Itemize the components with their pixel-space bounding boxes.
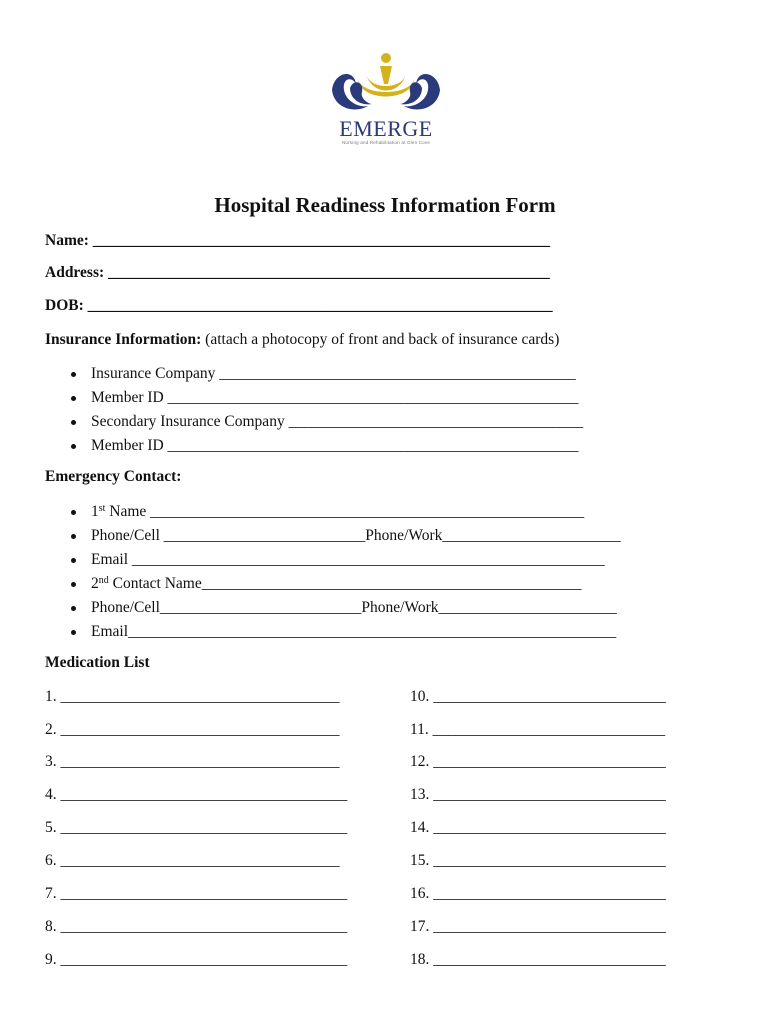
medication-line-10[interactable]: 10. ______________________________ [410,688,666,705]
emergency-heading: Emergency Contact: [45,468,182,485]
second-contact-name-field[interactable]: Contact Name_________________________________________________ [108,575,582,592]
medication-line-5[interactable]: 5. _____________________________________ [45,819,348,836]
name-field[interactable]: Name: ___________________________________________________________ [45,232,551,249]
medication-line-14[interactable]: 14. ______________________________ [410,819,666,836]
list-item[interactable] [45,572,621,596]
medication-line-11[interactable]: 11. ______________________________ [410,721,666,738]
medication-line-15[interactable]: 15. ______________________________ [410,852,666,869]
list-item[interactable] [45,434,583,458]
medication-line-7[interactable]: 7. _____________________________________ [45,885,348,902]
bullet-icon [71,558,76,563]
medication-line-12[interactable]: 12. ______________________________ [410,753,666,770]
bullet-icon [71,420,76,425]
list-item[interactable] [45,386,583,410]
list-item[interactable] [45,620,621,644]
address-field[interactable]: Address: _________________________________________________________ [45,264,550,281]
second-contact-number: 2 [91,575,99,592]
logo-tagline: Nursing and Rehabilitation at Glen Cove [341,140,431,145]
medication-line-3[interactable]: 3. ____________________________________ [45,753,340,770]
medication-line-1[interactable]: 1. ____________________________________ [45,688,340,705]
bullet-icon [71,534,76,539]
logo-wordmark: EMERGE [339,116,433,141]
insurance-company-field[interactable]: Insurance Company ______________________________________________ [91,365,576,382]
emergency-list [45,500,621,644]
dob-field[interactable]: DOB: ____________________________________________________________ [45,297,553,314]
list-item[interactable] [45,596,621,620]
medication-line-17[interactable]: 17. ______________________________ [410,918,666,935]
second-contact-phone-field[interactable]: Phone/Cell__________________________Phone/Work_______________________ [91,599,617,616]
insurance-note: (attach a photocopy of front and back of insurance cards) [201,331,560,348]
list-item[interactable] [45,410,583,434]
medication-line-9[interactable]: 9. _____________________________________ [45,951,348,968]
bullet-icon [71,606,76,611]
medication-line-13[interactable]: 13. ______________________________ [410,786,666,803]
medication-line-6[interactable]: 6. ____________________________________ [45,852,340,869]
first-contact-phone-field[interactable]: Phone/Cell __________________________Phone/Work_______________________ [91,527,621,544]
member-id-field[interactable]: Member ID _____________________________________________________ [91,389,579,406]
bullet-icon [71,372,76,377]
bullet-icon [71,444,76,449]
first-contact-sup: st [98,503,106,514]
medication-line-4[interactable]: 4. _____________________________________ [45,786,348,803]
emerge-logo [328,50,444,150]
first-contact-number: 1 [91,503,99,520]
list-item[interactable] [45,362,583,386]
first-contact-name-field[interactable]: Name ________________________________________________________ [105,503,585,520]
secondary-insurance-field[interactable]: Secondary Insurance Company ______________________________________ [91,413,584,430]
first-contact-email-field[interactable]: Email _____________________________________________________________ [91,551,605,568]
form-title: Hospital Readiness Information Form [214,193,556,217]
insurance-heading: Insurance Information: [45,331,202,348]
bullet-icon [71,582,76,587]
list-item[interactable] [45,500,621,524]
bullet-icon [71,396,76,401]
second-contact-email-field[interactable]: Email_______________________________________________________________ [91,623,617,640]
medication-line-8[interactable]: 8. _____________________________________ [45,918,348,935]
medication-line-2[interactable]: 2. ____________________________________ [45,721,340,738]
insurance-heading-line [45,331,559,349]
bullet-icon [71,630,76,635]
insurance-list [45,362,583,458]
medication-heading: Medication List [45,654,150,671]
medication-line-16[interactable]: 16. ______________________________ [410,885,666,902]
medication-line-18[interactable]: 18. ______________________________ [410,951,666,968]
list-item[interactable] [45,548,621,572]
list-item[interactable] [45,524,621,548]
second-contact-sup: nd [98,575,109,586]
logo-emblem [328,50,444,120]
bullet-icon [71,510,76,515]
secondary-member-id-field[interactable]: Member ID _____________________________________________________ [91,437,579,454]
